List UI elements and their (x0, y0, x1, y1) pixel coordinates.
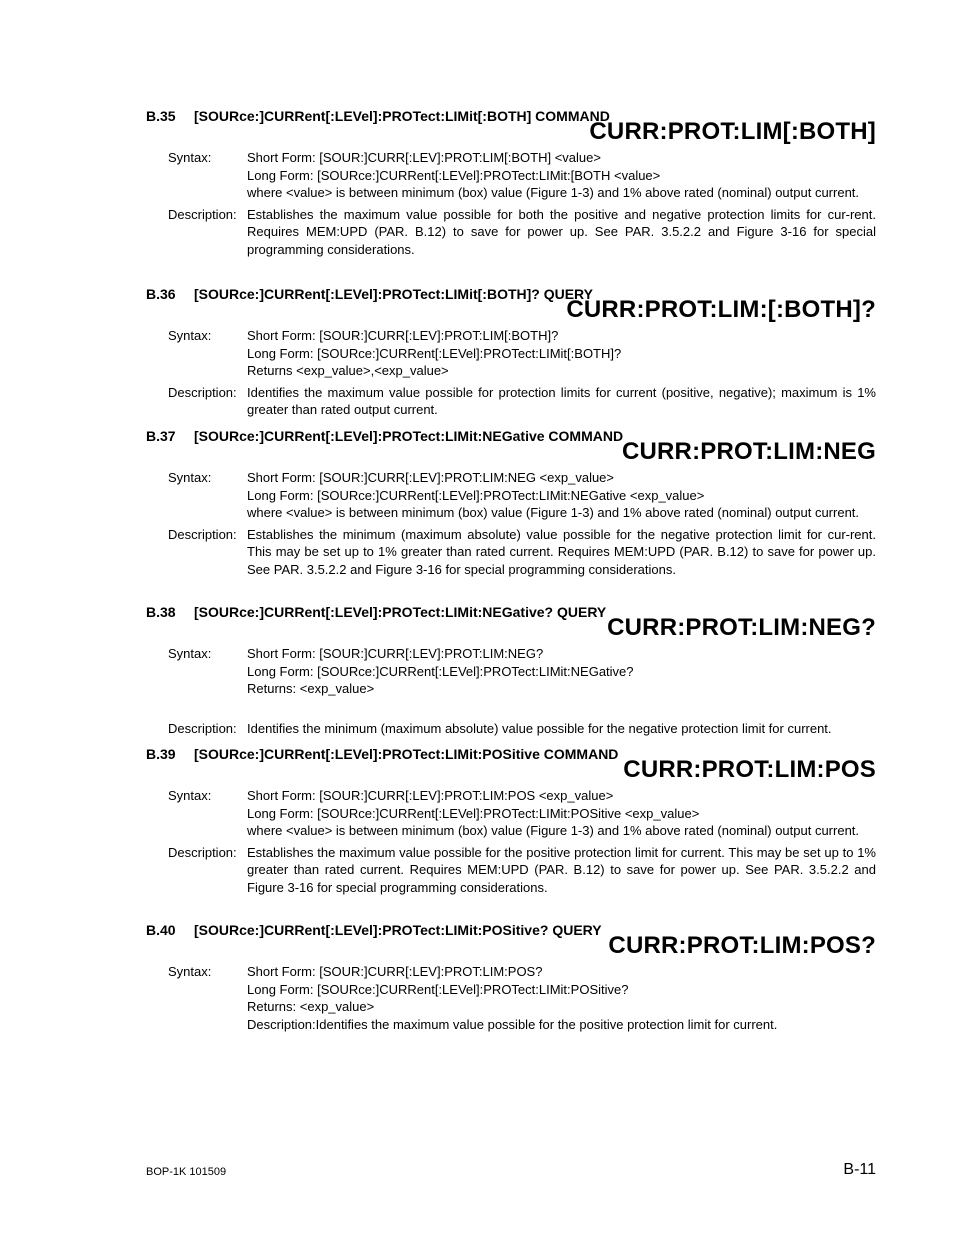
description-text: Establishes the minimum (maximum absolute) value possible for the negative protection limit for cur-rent. This may be set up to 1% greater than rated current. Requires MEM:UPD (PAR. B.12) to save for power up. See PAR. 3.5.2.2 and Figure 3-16 for special programming considerations. (247, 526, 876, 577)
syntax-row (146, 469, 876, 522)
syntax-row (146, 149, 876, 202)
section-b36 (146, 286, 876, 419)
short-form: Short Form: [SOUR:]CURR[:LEV]:PROT:LIM:NEG? (247, 646, 544, 661)
command-mnemonic: CURR:PROT:LIM:NEG (621, 438, 876, 465)
description-text: Identifies the minimum (maximum absolute) value possible for the negative protection limit for current. (247, 720, 832, 736)
long-form: Long Form: [SOURce:]CURRent[:LEVel]:PROTect:LIMit:POSitive? (247, 981, 629, 997)
syntax-note: where <value> is between minimum (box) value (Figure 1-3) and 1% above rated (nominal) output current. (247, 185, 860, 200)
section-heading: B.37 [SOURce:]CURRent[:LEVel]:PROTect:LIMit:NEGative COMMAND (146, 428, 624, 444)
syntax-note: Returns: <exp_value> (247, 999, 375, 1014)
section-b40 (146, 922, 876, 1033)
syntax-note: Returns <exp_value>,<exp_value> (247, 363, 449, 378)
syntax-label: Syntax: (168, 646, 212, 661)
section-heading: B.40 [SOURce:]CURRent[:LEVel]:PROTect:LIMit:POSitive? QUERY (146, 922, 602, 938)
description-label: Description: (168, 720, 237, 736)
command-mnemonic: CURR:PROT:LIM:POS? (608, 932, 876, 959)
syntax-row (146, 327, 876, 380)
syntax-row (146, 963, 876, 1033)
section-heading: B.39 [SOURce:]CURRent[:LEVel]:PROTect:LIMit:POSitive COMMAND (146, 746, 619, 762)
description-text: Establishes the maximum value possible for the positive protection limit for current. This may be set up to 1% greater than rated current. Requires MEM:UPD (PAR. B.12) to save for power up. See PAR. 3.5.2.2 and Figure 3-16 for special programming considerations. (247, 844, 876, 895)
syntax-row (146, 787, 876, 840)
long-form: Long Form: [SOURce:]CURRent[:LEVel]:PROTect:LIMit:NEGative? (247, 663, 634, 679)
description-text: Identifies the maximum value possible for protection limits for current (positive, negative); maximum is 1% greater than rated output current. (247, 384, 876, 417)
description-row (146, 526, 876, 579)
description-text: Establishes the maximum value possible for both the positive and negative protection limits for cur-rent. Requires MEM:UPD (PAR. B.12) to save for power up. See PAR. 3.5.2.2 and Figure 3-16 for special programming considerations. (247, 206, 876, 257)
long-form: Long Form: [SOURce:]CURRent[:LEVel]:PROTect:LIMit:POSitive <exp_value> (247, 805, 700, 821)
syntax-note: where <value> is between minimum (box) value (Figure 1-3) and 1% above rated (nominal) output current. (247, 823, 860, 838)
short-form: Short Form: [SOUR:]CURR[:LEV]:PROT:LIM[:BOTH]? (247, 328, 559, 343)
description-row (146, 844, 876, 897)
command-mnemonic: CURR:PROT:LIM:NEG? (607, 614, 876, 641)
syntax-description: Description:Identifies the maximum value possible for the positive protection limit for current. (247, 1016, 778, 1032)
section-b37 (146, 428, 876, 578)
syntax-row (146, 645, 876, 698)
command-mnemonic: CURR:PROT:LIM:[:BOTH]? (566, 296, 876, 323)
syntax-note: where <value> is between minimum (box) value (Figure 1-3) and 1% above rated (nominal) output current. (247, 505, 860, 520)
syntax-label: Syntax: (168, 788, 212, 803)
long-form: Long Form: [SOURce:]CURRent[:LEVel]:PROTect:LIMit[:BOTH]? (247, 345, 622, 361)
description-row (146, 384, 876, 419)
description-row (146, 206, 876, 259)
section-b38 (146, 604, 876, 737)
short-form: Short Form: [SOUR:]CURR[:LEV]:PROT:LIM:POS? (247, 964, 543, 979)
section-heading: B.35 [SOURce:]CURRent[:LEVel]:PROTect:LIMit[:BOTH] COMMAND (146, 108, 610, 124)
section-b39 (146, 746, 876, 896)
short-form: Short Form: [SOUR:]CURR[:LEV]:PROT:LIM[:BOTH] <value> (247, 150, 601, 165)
syntax-label: Syntax: (168, 964, 212, 979)
footer-document-id: BOP-1K 101509 (146, 1166, 227, 1178)
description-label: Description: (168, 206, 237, 222)
short-form: Short Form: [SOUR:]CURR[:LEV]:PROT:LIM:NEG <exp_value> (247, 470, 615, 485)
command-mnemonic: CURR:PROT:LIM:POS (623, 756, 876, 783)
long-form: Long Form: [SOURce:]CURRent[:LEVel]:PROTect:LIMit:NEGative <exp_value> (247, 487, 705, 503)
footer-page-number: B-11 (843, 1161, 876, 1178)
description-label: Description: (168, 384, 237, 400)
syntax-note: Returns: <exp_value> (247, 681, 375, 696)
description-row (146, 720, 876, 738)
section-b35 (146, 108, 876, 258)
section-heading: B.38 [SOURce:]CURRent[:LEVel]:PROTect:LIMit:NEGative? QUERY (146, 604, 607, 620)
syntax-label: Syntax: (168, 150, 212, 165)
short-form: Short Form: [SOUR:]CURR[:LEV]:PROT:LIM:POS <exp_value> (247, 788, 614, 803)
description-label: Description: (168, 844, 237, 860)
syntax-label: Syntax: (168, 470, 212, 485)
description-label: Description: (168, 526, 237, 542)
section-heading: B.36 [SOURce:]CURRent[:LEVel]:PROTect:LIMit[:BOTH]? QUERY (146, 286, 593, 302)
long-form: Long Form: [SOURce:]CURRent[:LEVel]:PROTect:LIMit:[BOTH <value> (247, 167, 661, 183)
command-mnemonic: CURR:PROT:LIM[:BOTH] (589, 118, 876, 145)
syntax-label: Syntax: (168, 328, 212, 343)
